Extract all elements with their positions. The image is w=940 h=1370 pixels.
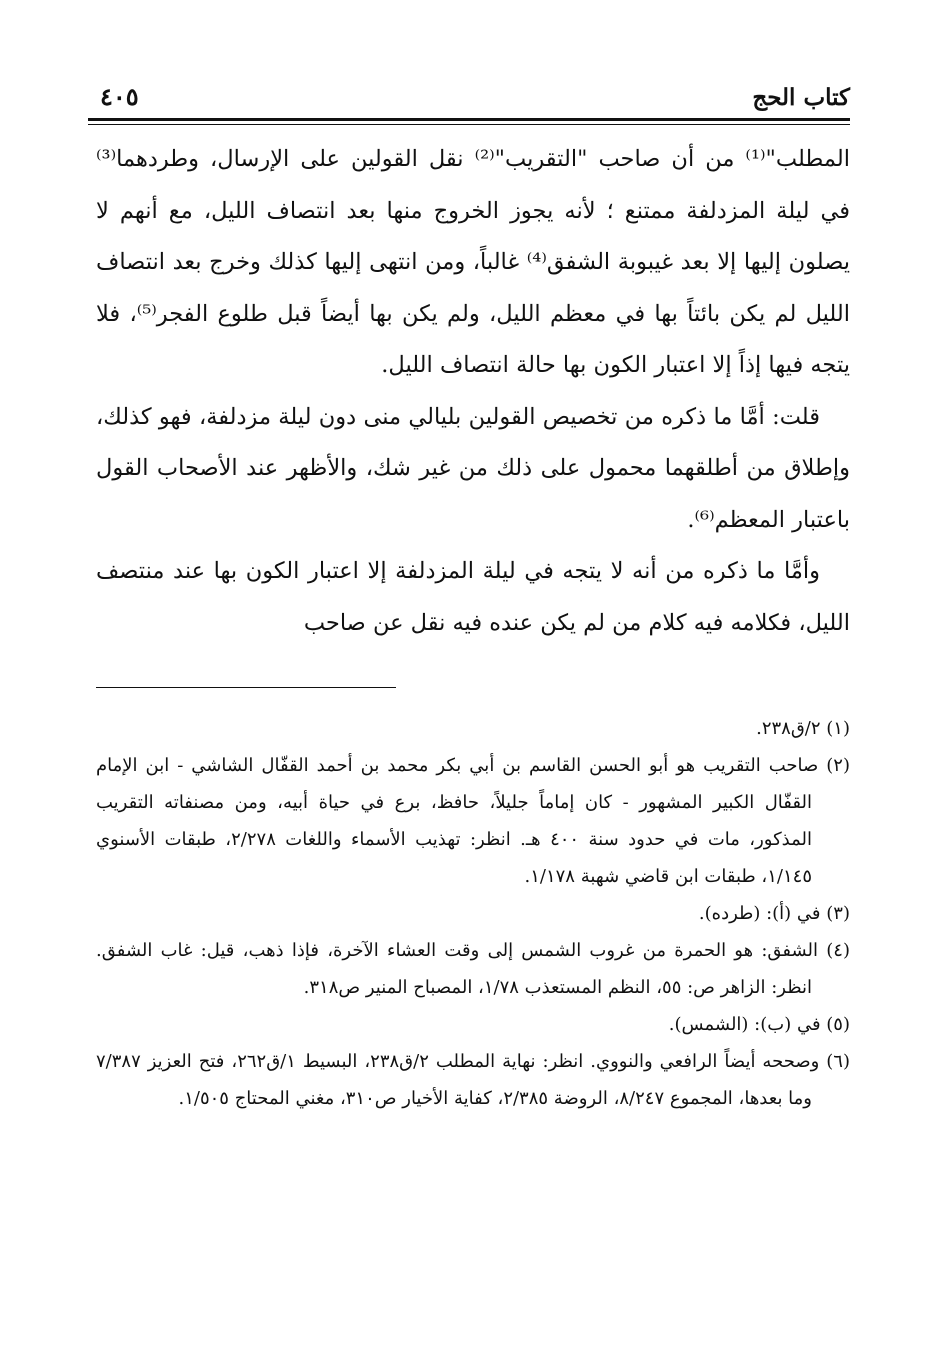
book-title: كتاب الحج <box>752 84 850 111</box>
footnote-1: (١) ٢/ق٢٣٨. <box>756 718 850 739</box>
paragraph-3: وأمَّا ما ذكره من أنه لا يتجه في ليلة المزدلفة إلا اعتبار الكون بها عند منتصف الليل، فكلامه فيه كلام من لم يكن عنده فيه نقل عن صاحب <box>96 558 850 636</box>
header-rule-thin <box>88 124 850 125</box>
footnote-4: (٤) الشفق: هو الحمرة من غروب الشمس إلى وقت العشاء الآخرة، فإذا ذهب، قيل: غاب الشفق. انظر: الزاهر ص: ٥٥، النظم المستعذب ١/٧٨، المصباح المنير ص٣١٨. <box>96 940 850 998</box>
footnote-6: (٦) وصححه أيضاً الرافعي والنووي. انظر: نهاية المطلب ٢/ق٢٣٨، البسيط ١/ق٢٦٢، فتح العزيز ٧/٣٨٧ وما بعدها، المجموع ٨/٢٤٧، الروضة ٢/٣٨٥، كفاية الأخيار ص٣١٠، مغني المحتاج ١/٥٠٥. <box>96 1051 850 1109</box>
paragraph-2: قلت: أمَّا ما ذكره من تخصيص القولين بليالي منى دون ليلة مزدلفة، فهو كذلك، وإطلاق من أطلقهما محمول على ذلك من غير شك، والأظهر عند الأصحاب القول باعتبار المعظم⁽⁶⁾. <box>96 403 850 533</box>
footnote-5: (٥) في (ب): (الشمس). <box>668 1014 850 1035</box>
paragraph-1: المطلب"⁽¹⁾ من أن صاحب "التقريب"⁽²⁾ نقل القولين على الإرسال، وطردهما⁽³⁾ في ليلة المزدلفة ممتنع ؛ لأنه يجوز الخروج منها بعد انتصاف الليل، مع أنهم لا يصلون إليها إلا بعد غيبوبة الشفق⁽⁴⁾ غالباً، ومن انتهى إليها كذلك وخرج بعد انتصاف الليل لم يكن بائتاً بها في معظم الليل، ولم يكن بها أيضاً قبل طلوع الفجر⁽⁵⁾، فلا يتجه فيها إذاً إلا اعتبار الكون بها حالة انتصاف الليل. <box>96 146 850 378</box>
footnote-separator <box>96 687 396 688</box>
footnote-3: (٣) في (أ): (طرده). <box>698 903 850 924</box>
footnote-2: (٢) صاحب التقريب هو أبو الحسن القاسم بن أبي بكر محمد بن أحمد القفّال الشاشي - ابن الإمام القفّال الكبير المشهور - كان إماماً جليلاً، حافظ، برع في حياة أبيه، ومن مصنفاته التقريب المذكور، مات في حدود سنة ٤٠٠ هـ. انظر: تهذيب الأسماء واللغات ٢/٢٧٨، طبقات الأسنوي ١/١٤٥، طبقات ابن قاضي شهبة ١/١٧٨. <box>96 755 850 887</box>
page-header <box>96 80 850 124</box>
main-text <box>96 134 850 649</box>
footnotes <box>96 710 850 1117</box>
header-rule-thick <box>88 118 850 121</box>
book-page <box>96 80 850 1350</box>
page-number: ٤٠٥ <box>100 82 139 111</box>
